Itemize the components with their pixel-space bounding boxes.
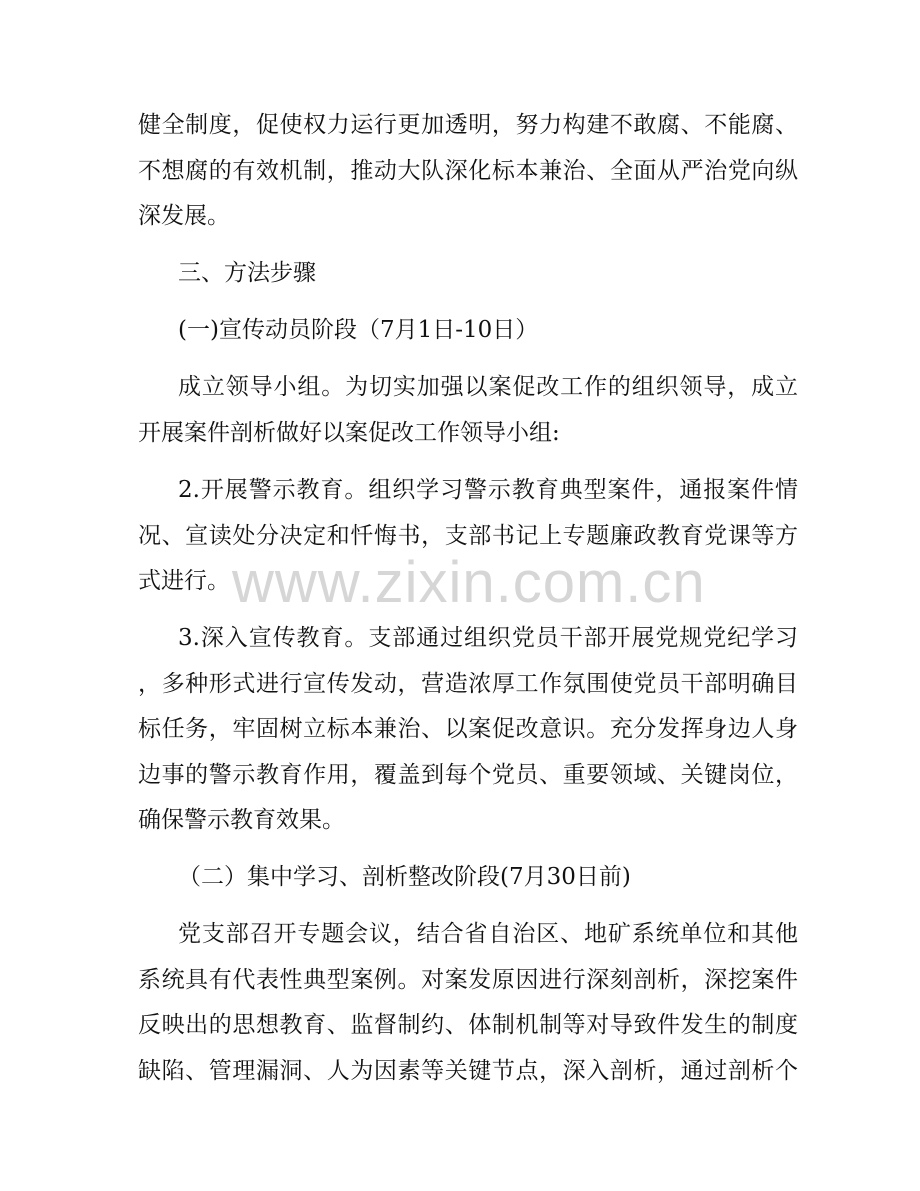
paragraph-line: 开展案件剖析做好以案促改工作领导小组:: [138, 420, 560, 446]
paragraph-line: 确保警示教育效果。: [138, 807, 345, 833]
paragraph-line: 成立领导小组。为切实加强以案促改工作的组织领导，成立: [178, 374, 798, 400]
paragraph-line: 深发展。: [138, 203, 230, 229]
paragraph-line: 边事的警示教育作用，覆盖到每个党员、重要领域、关键岗位，: [138, 762, 798, 788]
watermark: www.zixin.com.cn: [232, 550, 706, 615]
paragraph-line: 反映出的思想教育、监督制约、体制机制等对导致件发生的制度: [138, 1012, 798, 1038]
paragraph-line: 标任务，牢固树立标本兼治、以案促改意识。充分发挥身边人身: [138, 716, 798, 742]
section-heading: 三、方法步骤: [178, 260, 316, 286]
paragraph-line: 系统具有代表性典型案例。对案发原因进行深刻剖析，深挖案件: [138, 967, 798, 993]
paragraph-line: 2.开展警示教育。组织学习警示教育典型案件，通报案件情: [178, 477, 798, 503]
paragraph-line: 式进行。: [138, 568, 230, 594]
paragraph-line: 党支部召开专题会议，结合省自治区、地矿系统单位和其他: [178, 921, 798, 947]
paragraph-line: ，多种形式进行宣传发动，营造浓厚工作氛围使党员干部明确目: [138, 671, 798, 697]
paragraph-line: 健全制度，促使权力运行更加透明，努力构建不敢腐、不能腐、: [138, 112, 798, 138]
subsection-heading: （二）集中学习、剖析整改阶段(7月30日前): [178, 864, 631, 890]
paragraph-line: 不想腐的有效机制，推动大队深化标本兼治、全面从严治党向纵: [138, 158, 798, 184]
paragraph-line: 况、宣读处分决定和忏悔书，支部书记上专题廉政教育党课等方: [138, 523, 798, 549]
subsection-heading: (一)宣传动员阶段（7月1日-10日）: [178, 317, 539, 343]
paragraph-line: 3.深入宣传教育。支部通过组织党员干部开展党规党纪学习: [178, 625, 798, 651]
paragraph-line: 缺陷、管理漏洞、人为因素等关键节点，深入剖析，通过剖析个: [138, 1058, 798, 1084]
